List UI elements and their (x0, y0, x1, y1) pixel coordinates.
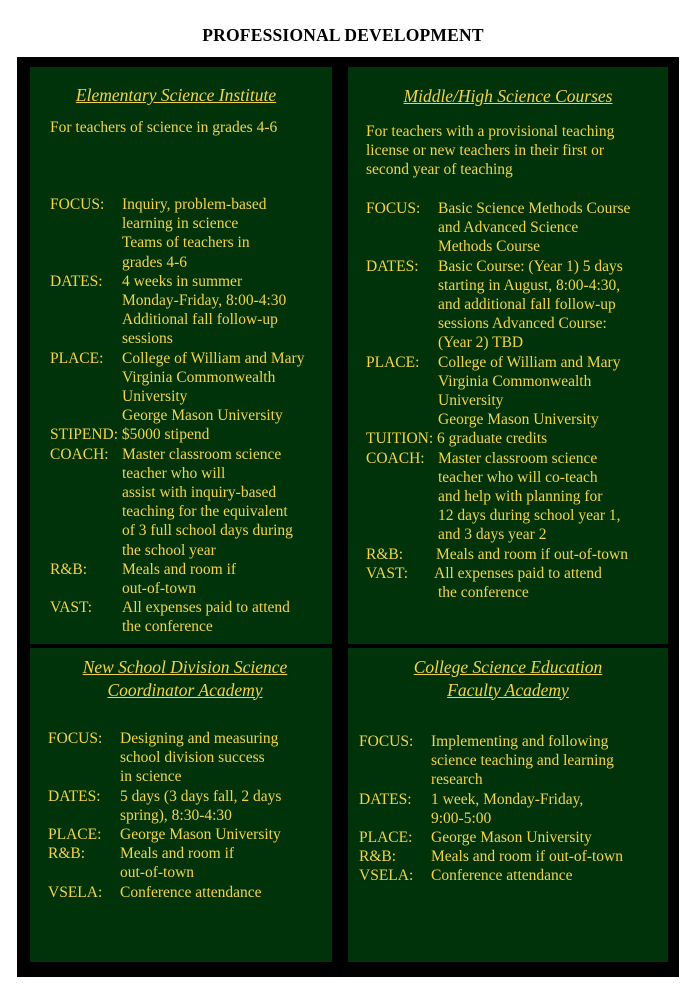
rb-row (50, 560, 340, 598)
focus-row (48, 729, 338, 787)
vast-value: All expenses paid to attend the conference (434, 564, 602, 602)
panel-title: Middle/High Science Courses (403, 86, 613, 106)
focus-label: FOCUS: (359, 733, 414, 750)
vsela-label: VSELA: (48, 883, 103, 901)
place-value: College of William and Mary Virginia Commonwealth University George Mason University (122, 349, 305, 425)
panel-title: New School Division Science Coordinator Academy (82, 657, 288, 700)
coach-label: COACH: (50, 445, 109, 463)
elementary-institute-panel (30, 67, 332, 644)
dates-row (50, 272, 340, 349)
dates-row (48, 787, 338, 825)
place-label: PLACE: (359, 829, 413, 847)
dates-label: DATES: (50, 272, 103, 290)
dates-value: Basic Course: (Year 1) 5 days starting in August, 8:00-4:30, and additional fall follow-up sessions Advanced Course: (Year 2) TBD (438, 257, 623, 352)
middle-high-courses-panel (348, 67, 668, 644)
details-list (48, 729, 338, 902)
vast-label: VAST: (366, 564, 409, 582)
focus-row (359, 732, 664, 790)
place-row (50, 349, 340, 426)
rb-row (48, 844, 338, 882)
place-label: PLACE: (50, 349, 104, 367)
vast-label: VAST: (50, 599, 93, 617)
rb-value: Meals and room if out-of-town (431, 848, 623, 866)
rb-label: R&B: (359, 848, 397, 866)
focus-value: Designing and measuring school division success in science (120, 730, 279, 786)
panel-intro: For teachers of science in grades 4-6 (50, 119, 278, 136)
page-title: PROFESSIONAL DEVELOPMENT (202, 25, 484, 45)
focus-row (50, 195, 340, 272)
dates-row (359, 790, 664, 828)
rb-label: R&B: (50, 560, 88, 578)
stipend-row (50, 425, 340, 444)
focus-label: FOCUS: (366, 200, 421, 217)
place-value: George Mason University (431, 829, 592, 847)
coach-value: Master classroom science teacher who will assist with inquiry-based teaching for the equivalent of 3 full school days during the school year (122, 445, 293, 559)
rb-label: R&B: (48, 845, 86, 863)
rb-row (359, 847, 664, 866)
panel-intro: For teachers with a provisional teaching license or new teachers in their first or second year of teaching (366, 123, 615, 179)
vsela-value: Conference attendance (120, 883, 262, 901)
dates-value: 1 week, Monday-Friday, 9:00-5:00 (431, 790, 584, 827)
focus-value: Inquiry, problem-based learning in science Teams of teachers in grades 4-6 (122, 196, 267, 271)
details-list (50, 195, 340, 637)
rb-row (366, 545, 666, 564)
tuition-row (366, 429, 666, 448)
focus-row (366, 199, 666, 257)
tuition-label: TUITION: (366, 430, 434, 448)
program-grid (17, 57, 679, 977)
college-faculty-academy-panel (348, 648, 668, 962)
vast-row (366, 564, 666, 602)
dates-label: DATES: (359, 790, 412, 808)
coach-value: Master classroom science teacher who will co-teach and help with planning for 12 days during school year 1, and 3 days year 2 (438, 449, 621, 544)
place-label: PLACE: (48, 826, 102, 844)
place-value: George Mason University (120, 826, 281, 844)
coach-row (366, 449, 666, 545)
place-row (48, 825, 338, 844)
place-label: PLACE: (366, 353, 420, 371)
rb-value: Meals and room if out-of-town (122, 560, 237, 598)
dates-value: 4 weeks in summer Monday-Friday, 8:00-4:30 Additional fall follow-up sessions (122, 272, 287, 348)
rb-value: Meals and room if out-of-town (120, 845, 235, 882)
focus-label: FOCUS: (50, 196, 105, 213)
dates-value: 5 days (3 days fall, 2 days spring), 8:30-4:30 (120, 787, 282, 824)
place-row (366, 353, 666, 430)
focus-value: Basic Science Methods Course and Advanced Science Methods Course (438, 200, 631, 256)
place-value: College of William and Mary Virginia Commonwealth University George Mason University (438, 353, 621, 429)
tuition-value: 6 graduate credits (437, 430, 548, 448)
dates-row (366, 257, 666, 353)
panel-title: Elementary Science Institute (75, 85, 277, 105)
focus-value: Implementing and following science teaching and learning research (431, 733, 614, 789)
dates-label: DATES: (366, 257, 419, 275)
division-coordinator-academy-panel (30, 648, 332, 962)
details-list (366, 199, 666, 602)
place-row (359, 828, 664, 847)
stipend-value: $5000 stipend (121, 426, 210, 444)
vast-value: All expenses paid to attend the conference (122, 599, 290, 636)
vsela-row (48, 883, 338, 902)
rb-value: Meals and room if out-of-town (436, 545, 628, 563)
panel-title: College Science Education Faculty Academy (413, 657, 603, 700)
stipend-label: STIPEND: (50, 426, 119, 444)
vsela-value: Conference attendance (431, 867, 573, 885)
vsela-row (359, 866, 664, 885)
vast-row (50, 598, 340, 636)
details-list (359, 732, 664, 886)
dates-label: DATES: (48, 787, 101, 805)
coach-row (50, 445, 340, 560)
vsela-label: VSELA: (359, 867, 414, 885)
rb-label: R&B: (366, 545, 404, 563)
coach-label: COACH: (366, 449, 425, 467)
focus-label: FOCUS: (48, 730, 103, 747)
